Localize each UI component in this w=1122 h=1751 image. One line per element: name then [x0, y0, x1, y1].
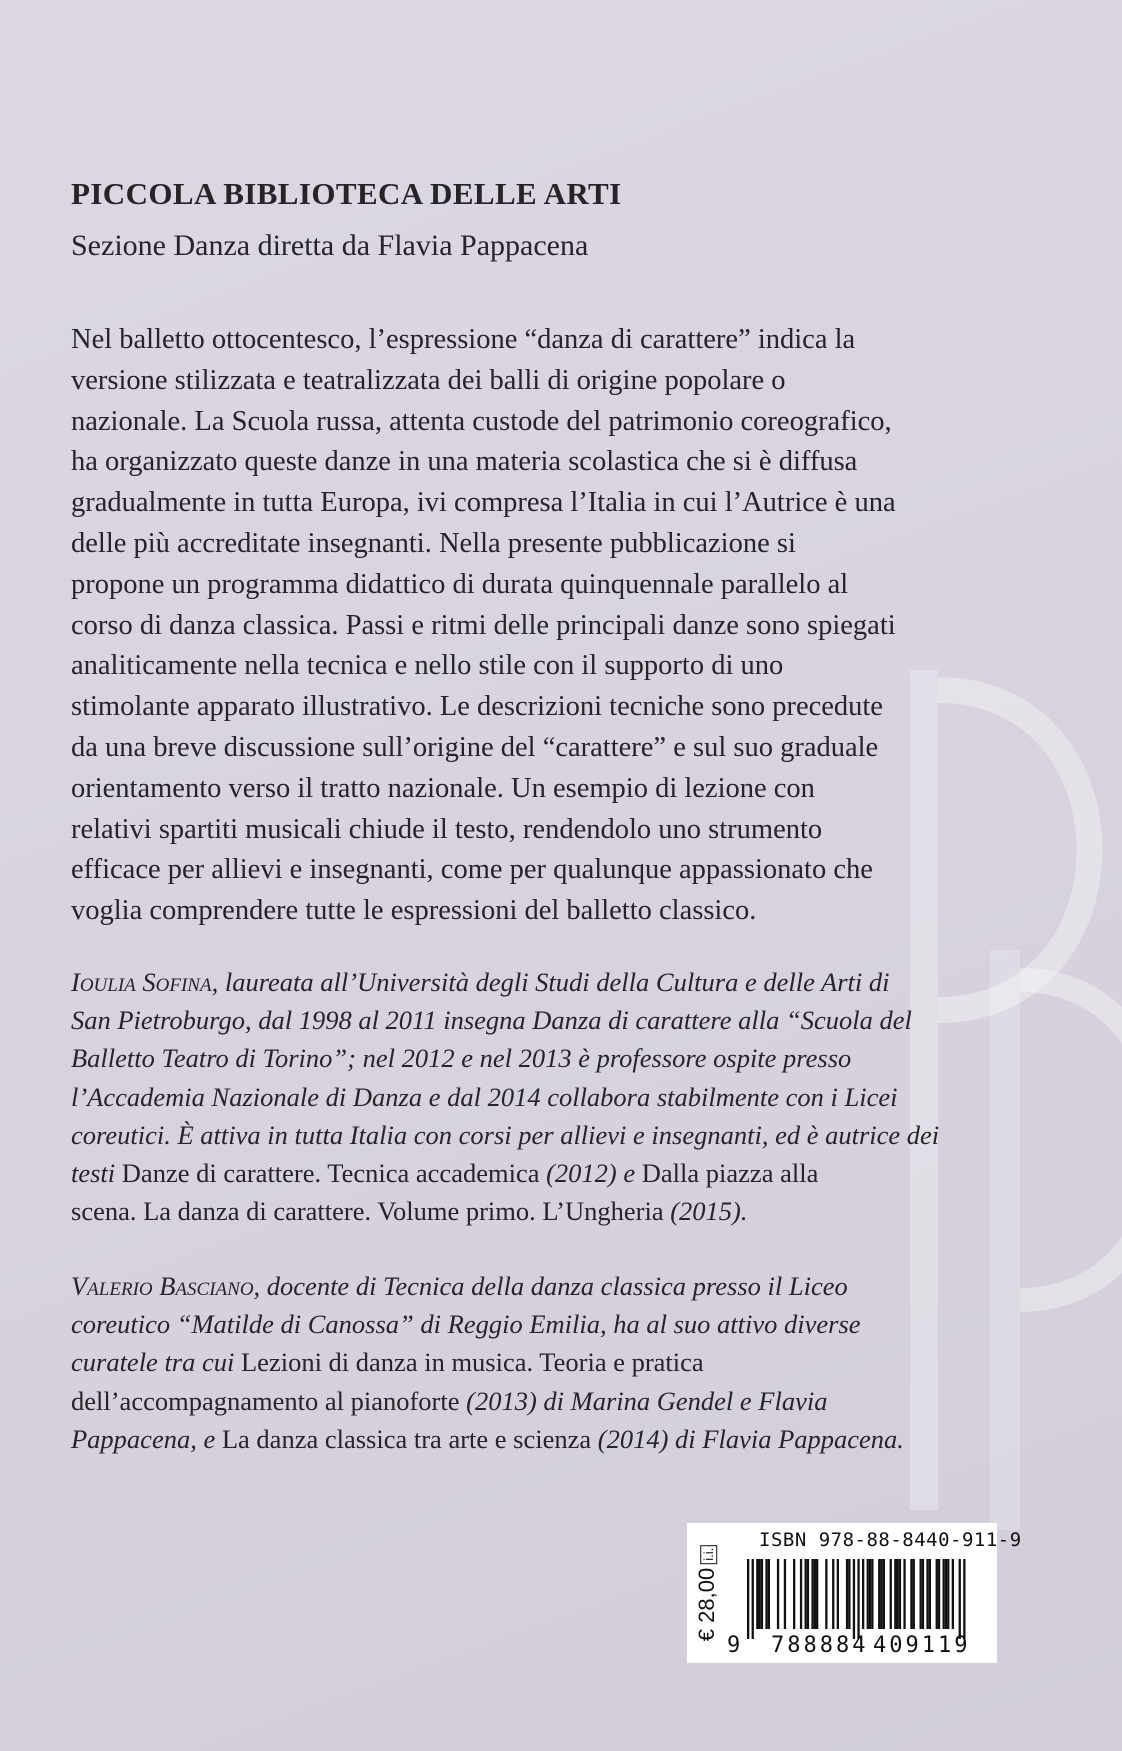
- bio-line: l’Accademia Nazionale di Danza e dal 2014 collabora stabilmente con i Licei: [71, 1081, 898, 1112]
- description-line: Nel balletto ottocentesco, l’espressione “danza di carattere” indica la: [71, 324, 856, 355]
- barcode-bar: [926, 1559, 928, 1629]
- bio-line: [71, 1343, 1031, 1381]
- author-name: Ioulia Sofina: [71, 967, 212, 997]
- barcode-bar: [929, 1559, 931, 1629]
- barcode-bar: [871, 1559, 873, 1629]
- description-line: voglia comprendere tutte le espressioni del balletto classico.: [71, 895, 757, 927]
- barcode-bar: [846, 1559, 848, 1629]
- description-line: stimolante apparato illustrativo. Le descrizioni tecniche sono precedute: [71, 691, 883, 723]
- ean-first-digit: 9: [727, 1633, 744, 1658]
- barcode-bar: [890, 1559, 892, 1629]
- barcode-bar: [848, 1559, 850, 1629]
- description-line: versione stilizzata e teatralizzata dei balli di origine popolare o: [71, 364, 786, 396]
- barcode-bar: [920, 1559, 922, 1629]
- bio-text: testi: [71, 1158, 122, 1189]
- bio-text: , docente di Tecnica della danza classica presso il Liceo: [253, 1271, 848, 1301]
- barcode-bar: [943, 1559, 945, 1629]
- barcode-bar: [862, 1559, 864, 1629]
- barcode-bar: [938, 1559, 940, 1629]
- bio-line: coreutico “Matilde di Canossa” di Reggio Emilia, ha al suo attivo diverse: [71, 1309, 861, 1340]
- price-value: € 28,00: [694, 1567, 719, 1642]
- barcode-bar: [761, 1559, 763, 1629]
- book-title: Lezioni di danza in musica. Teoria e pratica: [241, 1347, 704, 1378]
- barcode-bar: [816, 1559, 818, 1629]
- barcode-bar: [765, 1559, 767, 1629]
- series-title: PICCOLA BIBLIOTECA DELLE ARTI: [71, 176, 622, 211]
- bio-line: [71, 1192, 1031, 1230]
- description-line: relativi spartiti musicali chiude il testo, rendendolo uno strumento: [71, 813, 823, 845]
- description-line: orientamento verso il tratto nazionale. Un esempio di lezione con: [71, 772, 815, 804]
- barcode-bar: [947, 1559, 949, 1629]
- barcode-bar: [807, 1559, 809, 1629]
- book-year: (2012): [539, 1158, 617, 1189]
- description-line: nazionale. La Scuola russa, attenta custode del patrimonio coreografico,: [71, 405, 892, 437]
- description-line: gradualmente in tutta Europa, ivi compresa l’Italia in cui l’Autrice è una: [71, 487, 896, 519]
- description-line: ha organizzato queste danze in una materia scolastica che si è diffusa: [71, 446, 858, 478]
- barcode-bar: [811, 1559, 813, 1629]
- barcode-bar: [837, 1559, 839, 1629]
- barcode-bar: [752, 1559, 754, 1639]
- barcode-bar: [768, 1559, 770, 1629]
- bio-text: (2013) di Marina Gendel e Flavia: [459, 1385, 828, 1416]
- barcode-bar: [814, 1559, 816, 1629]
- barcode-bar: [897, 1559, 899, 1629]
- barcode-bar: [883, 1559, 885, 1629]
- barcode-bar: [793, 1559, 795, 1629]
- description-line: da una breve discussione sull’origine del “carattere” e sul suo graduale: [71, 731, 879, 763]
- author-bio-sofina: [71, 963, 1031, 1230]
- barcode-bar: [857, 1559, 859, 1639]
- bio-text: , laureata all’Università degli Studi della Cultura e delle Arti di: [211, 967, 890, 997]
- barcode-bar: [784, 1559, 786, 1629]
- book-title: scena. La danza di carattere. Volume primo. L’Ungheria: [71, 1196, 664, 1227]
- author-name: Valerio Basciano: [71, 1271, 254, 1301]
- barcode-bar: [777, 1559, 779, 1629]
- barcode-bar: [759, 1559, 761, 1629]
- description-line: corso di danza classica. Passi e ritmi delle principali danze sono spiegati: [71, 609, 896, 641]
- barcode-bar: [903, 1559, 905, 1629]
- barcode-bar: [913, 1559, 915, 1629]
- ean-barcode: [747, 1559, 987, 1639]
- barcode-bar: [936, 1559, 938, 1629]
- bio-line: [71, 1420, 1031, 1458]
- bio-line: San Pietroburgo, dal 1998 al 2011 insegna Danza di carattere alla “Scuola del: [71, 1005, 912, 1036]
- bio-line: [71, 1267, 1031, 1305]
- barcode-bar: [880, 1559, 882, 1629]
- book-title: dell’accompagnamento al pianoforte: [71, 1385, 460, 1416]
- barcode-bar: [894, 1559, 896, 1629]
- book-title: La danza classica tra arte e scienza: [221, 1423, 592, 1454]
- barcode-bar: [800, 1559, 802, 1629]
- barcode-bar: [805, 1559, 807, 1629]
- book-description: [71, 320, 1031, 932]
- price-label: [689, 1531, 725, 1655]
- barcode-bar: [825, 1559, 827, 1629]
- barcode-bar: [945, 1559, 947, 1629]
- book-year: (2015).: [663, 1196, 748, 1227]
- bio-text: (2014) di Flavia Pappacena.: [591, 1423, 904, 1454]
- bio-text: curatele tra cui: [71, 1347, 241, 1378]
- barcode-bar: [952, 1559, 954, 1629]
- barcode-bar: [878, 1559, 880, 1629]
- barcode-bar: [832, 1559, 834, 1629]
- description-line: analiticamente nella tecnica e nello stile con il supporto di uno: [71, 650, 784, 682]
- barcode-bar: [867, 1559, 869, 1629]
- vat-mark: i.i.: [700, 1545, 717, 1564]
- barcode-bar: [756, 1559, 758, 1629]
- description-line: efficace per allievi e insegnanti, come per qualunque appassionato che: [71, 854, 873, 886]
- bio-line: [71, 1154, 1031, 1192]
- description-line: delle più accreditate insegnanti. Nella presente pubblicazione si: [71, 527, 796, 559]
- bio-line: Balletto Teatro di Torino”; nel 2012 e nel 2013 è professore ospite presso: [71, 1043, 852, 1074]
- barcode-label: [687, 1523, 1022, 1663]
- bio-text: e: [616, 1158, 642, 1189]
- barcode-bar: [910, 1559, 912, 1629]
- ean-right-digits: 409119: [873, 1633, 971, 1658]
- bio-text: Pappacena, e: [71, 1423, 222, 1454]
- bio-line: coreutici. È attiva in tutta Italia con corsi per allievi e insegnanti, ed è autrice dei: [71, 1119, 940, 1150]
- book-title: Dalla piazza alla: [641, 1158, 819, 1189]
- barcode-bar: [959, 1559, 961, 1639]
- description-line: propone un programma didattico di durata quinquennale parallelo al: [71, 568, 849, 600]
- bio-line: [71, 963, 1031, 1001]
- author-bio-basciano: [71, 1267, 1031, 1458]
- isbn-number: ISBN 978-88-8440-911-9: [759, 1529, 1022, 1551]
- barcode-bar: [853, 1559, 855, 1639]
- series-subtitle: Sezione Danza diretta da Flavia Pappacena: [71, 229, 589, 262]
- book-title: Danze di carattere. Tecnica accademica: [121, 1158, 540, 1189]
- barcode-bar: [869, 1559, 871, 1629]
- barcode-bar: [747, 1559, 749, 1639]
- barcode-bar: [899, 1559, 901, 1629]
- barcode-bar: [922, 1559, 924, 1629]
- barcode-bar: [963, 1559, 965, 1639]
- ean-left-digits: 788884: [771, 1633, 869, 1658]
- bio-line: [71, 1382, 1031, 1420]
